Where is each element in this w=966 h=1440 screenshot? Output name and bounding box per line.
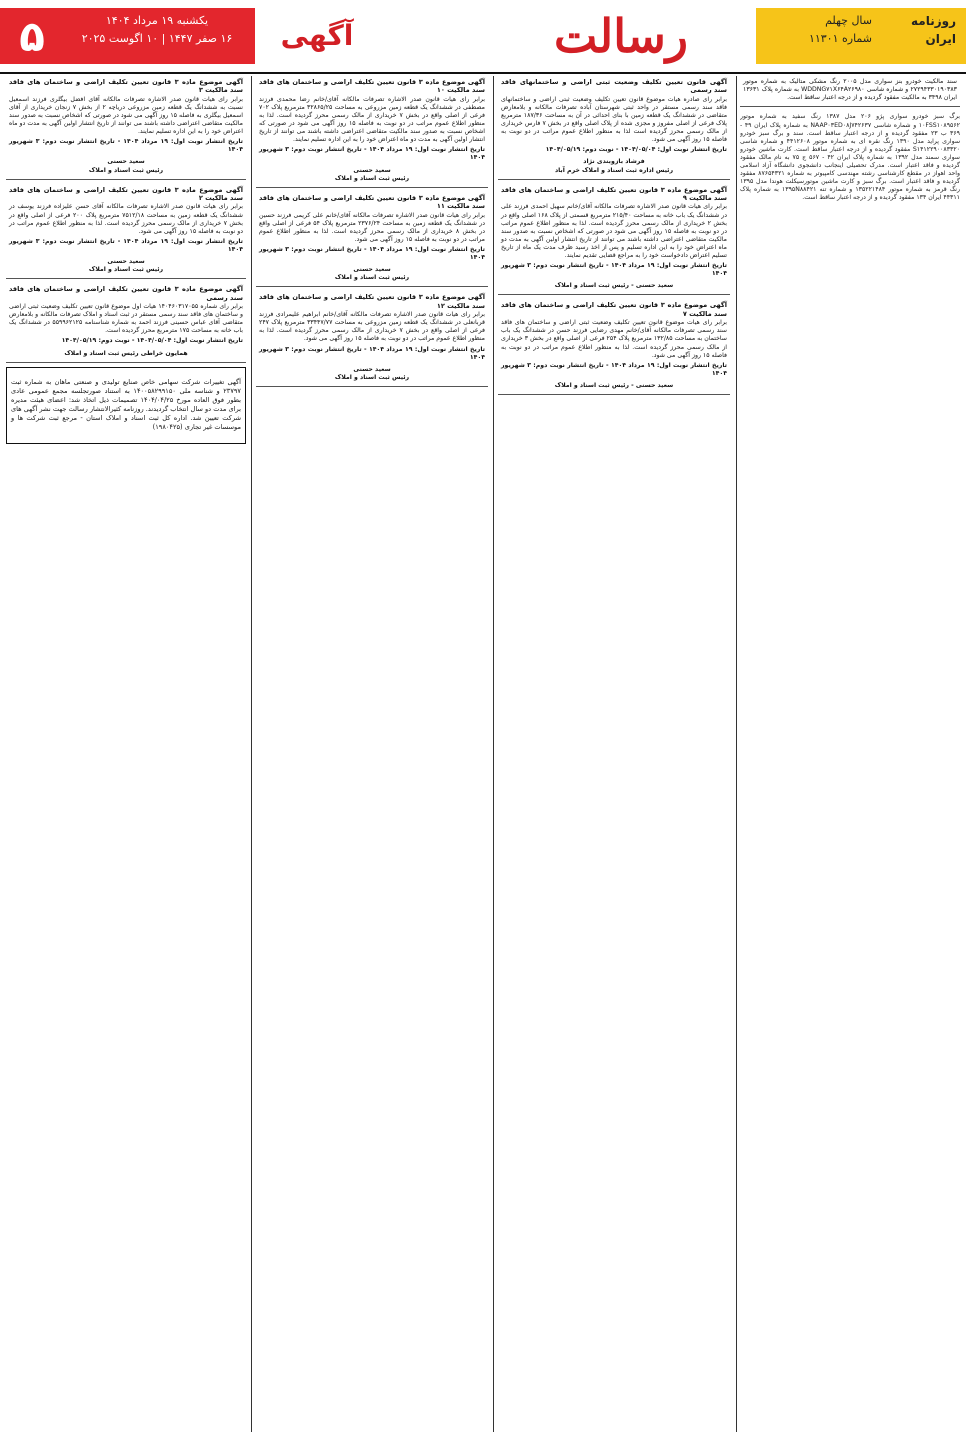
brand-label: روزنامه <box>911 14 956 28</box>
issue-info <box>762 12 872 48</box>
notice-heading: آگهی موضوع ماده ۳ قانون تعیین تکلیف اراضی و ساختمان های فاقد سند مالکیت ۱۲ <box>259 293 485 310</box>
notice-signatory-title: رئیس اداره ثبت اسناد و املاک خرم آباد <box>554 166 674 174</box>
notice-body: برابر رای هیات قانون صدر الاشاره تصرفات مالکانه آقای/خانم علی کریمی فرزند حسین در ششدانگ یک قطعه زمین به مساحت ۲۳۷۶/۲۴ مترمربع پلاک ۵۴ فرعی از اصلی واقع در بخش ۸ خریداری از مالک رسمی محرز گردیده است. لذا به منظور اطلاع عموم مراتب در دو نوبت به فاصله ۱۵ روز آگهی می شود. <box>259 211 485 243</box>
date-line-2: ۱۶ صفر ۱۴۴۷ | ۱۰ اگوست ۲۰۲۵ <box>81 32 233 45</box>
column-divider <box>736 76 737 1432</box>
ad-text: سند مالکیت خودرو بنز سواری مدل ۲۰۰۵ رنگ مشکی متالیک به شماره موتور ۲۷۲۹۴۳۳۰۱۹۰۳۸۳ و شماره شاسی WDDNG۷۱X۶۴A۲۶۹۸۰ به شماره پلاک ۱۳۶۳۱ ایران ۳۴۹۸ به مالکیت مفقود گردیده و از درجه اعتبار ساقط است. <box>743 78 957 102</box>
notice-dates: تاریخ انتشار نوبت اول: ۱۹ مرداد ۱۴۰۴ - تاریخ انتشار نوبت دوم: ۳ شهریور ۱۴۰۴ <box>259 345 486 361</box>
notice-dates: تاریخ انتشار نوبت اول: ۱۹ مرداد ۱۴۰۴ - تاریخ انتشار نوبت دوم: ۳ شهریور ۱۴۰۴ <box>259 245 486 262</box>
column-notices-4 <box>6 76 246 1432</box>
notice-dates: تاریخ انتشار نوبت اول: ۱۹ مرداد ۱۴۰۴ - تاریخ انتشار نوبت دوم: ۳ شهریور ۱۴۰۴ <box>501 262 728 278</box>
legal-notice <box>498 299 730 395</box>
notice-dates: تاریخ انتشار نوبت اول: ۱۹ مرداد ۱۴۰۴ - تاریخ انتشار نوبت دوم: ۳ شهریور ۱۴۰۴ <box>9 138 243 154</box>
legal-notice <box>256 192 488 288</box>
notice-body: برابر رای هیات موضوع قانون تعیین تکلیف وضعیت ثبتی اراضی و ساختمان های فاقد سند رسمی تصرفات مالکانه آقای/خانم مهدی رضایی فرزند حسن در ششدانگ یک باب ساختمان به مساحت ۱۳۲/۸۵ مترمربع پلاک ۲۵۴ فرعی از اصلی واقع در بخش ۳ خریداری از مالک رسمی محرز گردیده است. لذا به منظور اطلاع عموم مراتب در دو نوبت به فاصله ۱۵ روز آگهی می شود. <box>501 319 727 359</box>
notice-body: برابر رای هیات قانون صدر الاشاره تصرفات مالکانه آقای/خانم رضا محمدی فرزند مصطفی در ششدانگ یک قطعه زمین مزروعی به مساحت ۳۲۸۶۵/۲۵ مترمربع پلاک ۷۰۲ فرعی از اصلی واقع در بخش ۷ خریداری از مالک رسمی محرز گردیده است. لذا به منظور اطلاع عموم مراتب در دو نوبت به فاصله ۱۵ روز آگهی می شود در صورتی که اشخاص نسبت به صدور سند مالکیت متقاضی اعتراضی داشته باشند می توانند از تاریخ انتشار اولین آگهی به مدت دو ماه اعتراض خود را به این اداره تسلیم نمایند. <box>259 95 485 144</box>
issue-number: شماره ۱۱۳۰۱ <box>808 32 872 45</box>
issue-year: سال چهلم <box>825 14 872 27</box>
page-number: ۵ <box>19 11 45 61</box>
column-divider <box>251 76 252 1432</box>
notice-heading: آگهی موضوع ماده ۳ قانون تعیین تکلیف اراضی و ساختمان های فاقد سند مالکیت ۱۱ <box>259 193 485 211</box>
notice-signatory: همایون خراطی رئیس ثبت اسناد و املاک <box>64 349 188 357</box>
masthead <box>0 0 966 74</box>
notice-signatory: سعید حسنی <box>107 158 145 166</box>
masthead-dates <box>64 12 250 48</box>
classified-lost-documents <box>740 113 960 202</box>
notice-signatory-title: رئیس ثبت اسناد و املاک <box>334 373 410 381</box>
notice-dates: تاریخ انتشار نوبت اول: ۱۴۰۴/۰۵/۰۴ - نوبت دوم: ۱۴۰۴/۰۵/۱۹ <box>545 146 727 154</box>
company-change-notice-box <box>6 367 246 444</box>
notice-signatory: سعید حسنی <box>353 166 391 174</box>
notice-signatory: سعید حسنی - رئیس ثبت اسناد و املاک <box>554 282 674 290</box>
notice-signatory: سعید حسنی <box>353 365 391 373</box>
notice-heading: آگهی موضوع ماده ۳ قانون تعیین تکلیف اراضی و ساختمان های فاقد سند مالکیت ۱۰ <box>259 78 485 95</box>
notice-body: برابر رای هیات قانون صدر الاشاره تصرفات مالکانه آقای/خانم ابراهیم علیمرادی فرزند قربانعلی در ششدانگ یک قطعه زمین مزروعی به مساحت ۳۳۴۴۷/۷۷ مترمربع پلاک ۲۴۷ فرعی از اصلی واقع در بخش ۷ خریداری از مالک رسمی محرز گردیده است. لذا به منظور اطلاع عموم مراتب در دو نوبت به فاصله ۱۵ روز آگهی می شود. <box>259 311 485 343</box>
notice-dates: تاریخ انتشار نوبت اول: ۱۹ مرداد ۱۴۰۴ - تاریخ انتشار نوبت دوم: ۳ شهریور ۱۴۰۴ <box>9 237 243 253</box>
logo-text: رسالت <box>554 9 688 63</box>
legal-notice <box>498 184 730 296</box>
legal-notice <box>6 76 246 180</box>
notice-body: برابر رای هیات قانون صدر الاشاره تصرفات مالکانه آقای حسن علیزاده فرزند یوسف در ششدانگ یک قطعه زمین به مساحت ۷۵۱۲/۱۸ مترمربع پلاک ۲۰۰ فرعی از اصلی واقع در بخش ۷ خریداری از مالک رسمی محرز گردیده است. لذا به منظور اطلاع عموم مراتب در دو نوبت به فاصله ۱۵ روز آگهی می شود. <box>9 203 243 235</box>
column-notices-2 <box>498 76 730 1432</box>
column-divider <box>493 76 494 1432</box>
notice-body: برابر رای هیات قانون صدر الاشاره تصرفات مالکانه آقای افضل بیگلری فرزند اسمعیل نسبت به ششدانگ یک قطعه زمین مزروعی دریاچه ۲ از بخش ۷ زنجان خریداری از آقای اسمعیل بیگلری به فاصله ۱۵ روز آگهی می شود در صورتی که اشخاص نسبت به صدور سند مالکیت متقاضی اعتراضی داشته باشند می توانند از تاریخ انتشار اولین آگهی به مدت دو ماه اعتراض خود را به این اداره تسلیم نمایند. <box>9 95 244 136</box>
column-notices-3 <box>256 76 488 1432</box>
notice-dates: تاریخ انتشار نوبت اول: ۱۹ مرداد ۱۴۰۴ - تاریخ انتشار نوبت دوم: ۳ شهریور ۱۴۰۴ <box>501 361 728 377</box>
brand-sub: ایران <box>925 32 956 46</box>
notice-signatory-title: رئیس ثبت اسناد و املاک <box>88 266 164 274</box>
notice-dates: تاریخ انتشار نوبت اول: ۱۹ مرداد ۱۴۰۴ - تاریخ انتشار نوبت دوم: ۳ شهریور ۱۴۰۴ <box>259 146 486 162</box>
classified-ad <box>740 76 960 107</box>
notice-body: برابر رای صادره هیات موضوع قانون تعیین تکلیف وضعیت ثبتی اراضی و ساختمانهای فاقد سند رسمی مستقر در واحد ثبتی شهرستان آباده تصرفات مالکانه و بلامعارض متقاضی در ششدانگ یک قطعه زمین با بنای احداثی در آن به مساحت ۱۸۷/۳۶ مترمربع پلاک فرعی از اصلی مفروز و مجزی شده از پلاک اصلی واقع در بخش ۷ فارس خریداری از مالک رسمی محرز گردیده است لذا به منظور اطلاع عموم مراتب در دو نوبت به فاصله ۱۵ روز آگهی می شود. <box>501 95 728 144</box>
legal-notice <box>498 76 730 180</box>
notice-signatory: سعید حسنی - رئیس ثبت اسناد و املاک <box>554 381 674 389</box>
column-classifieds <box>740 76 960 1432</box>
notice-signatory: فرشاد بازوبندی نژاد <box>583 158 645 166</box>
date-line-1: یکشنبه ۱۹ مرداد ۱۴۰۴ <box>105 14 209 27</box>
ad-text: برگ سبز خودرو سواری پژو ۲۰۶ مدل ۱۳۸۷ رنگ سفید به شماره موتور ۱۰FSS۱۰۸۹۵۶۲ و شماره شاسی NAAP۰۳ED۰۸J۷۴۲۶۳۷ به شماره پلاک ایران ۴۹ - ۳۶۹ ب ۲۳ مفقود گردیده و از درجه اعتبار ساقط است. سند و برگ سبز خودرو سواری پراید مدل ۱۳۹۰ رنگ نقره ای به شماره موتور ۴۴۱۲۶۰۸ و شماره شاسی S۱۴۱۲۲۹۰۰۸۳۳۲۰ مفقود گردیده و از درجه اعتبار ساقط است. کارت ماشین خودرو سواری سمند مدل ۱۳۹۲ به شماره پلاک ایران ۴۲ - ۵۶۷ ج ۷۵ به نام مالک مفقود گردیده و فاقد اعتبار است. مدرک تحصیلی اینجانب دانشجوی دانشگاه آزاد اسلامی واحد اهواز در مقطع کارشناسی رشته مهندسی کامپیوتر به شماره ۸۷۶۵۴۳۲۱ مفقود گردیده و فاقد اعتبار است. برگ سبز و کارت ماشین موتورسیکلت هوندا مدل ۱۳۹۵ رنگ قرمز به شماره موتور ۱۳۵۲۲۱۴۸۴ و شماره تنه ۱۳۹۵N۸۸۴۲۱ به شماره پلاک ۴۴۳۱۱ ایران ۱۳۴ مفقود گردیده و از درجه اعتبار ساقط است. <box>740 113 960 202</box>
notice-heading: آگهی موضوع ماده ۳ قانون تعیین تکلیف اراضی و ساختمان های فاقد سند مالکیت ۹ <box>501 185 727 203</box>
section-title: آگهی <box>280 18 354 52</box>
legal-notice <box>256 76 488 188</box>
notice-heading: آگهی قانون تعیین تکلیف وضعیت ثبتی اراضی و ساختمانهای فاقد سند رسمی <box>501 78 727 95</box>
masthead-brand <box>876 12 956 48</box>
notice-signatory-title: رئیس ثبت اسناد و املاک <box>334 174 410 182</box>
notice-signatory: سعید حسنی <box>353 266 391 274</box>
legal-notice <box>6 283 246 362</box>
legal-notice <box>256 291 488 387</box>
newspaper-logo[interactable] <box>486 6 756 66</box>
notice-heading: آگهی موضوع ماده ۳ قانون تعیین تکلیف اراضی و ساختمان های فاقد سند مالکیت ۳ <box>9 78 243 95</box>
company-change-text: آگهی تغییرات شرکت سهامی خاص صنایع تولیدی و صنعتی ماهان به شماره ثبت ۲۳۷۹۷ و شناسه ملی ۱۴۰۰۵۸۲۹۹۱۵۰ به استناد صورتجلسه مجمع عمومی عادی بطور فوق العاده مورخ ۱۴۰۴/۰۴/۲۵ تصمیمات ذیل اتخاذ شد: اعضای هیئت مدیره برای مدت دو سال انتخاب گردیدند. روزنامه کثیرالانتشار رسالت جهت نشر آگهی های شرکت تعیین شد. اداره کل ثبت اسناد و املاک استان - مرجع ثبت شرکت ها و موسسات غیر تجاری (۱۹۸۰۴۲۵) <box>11 378 241 432</box>
notice-dates: تاریخ انتشار نوبت اول: ۱۴۰۴/۰۵/۰۴ - نوبت دوم: ۱۴۰۴/۰۵/۱۹ <box>61 337 243 345</box>
notice-signatory-title: رئیس ثبت اسناد و املاک <box>334 274 410 282</box>
notice-heading: آگهی موضوع ماده ۳ قانون تعیین تکلیف اراضی و ساختمان های فاقد سند مالکیت ۷ <box>501 301 727 318</box>
legal-notice <box>6 184 246 280</box>
notice-signatory: سعید حسنی <box>107 258 145 266</box>
notice-heading: آگهی موضوع ماده ۳ قانون تعیین تکلیف اراضی و ساختمان های فاقد سند رسمی <box>9 285 243 302</box>
notice-body: برابر رای شماره ۱۴۰۴۶۰۳۱۷۰۵۵ هیات اول موضوع قانون تعیین تکلیف وضعیت ثبتی اراضی و ساختمان های فاقد سند رسمی مستقر در ثبت اسناد و املاک تصرفات مالکانه و بلامعارض متقاضی آقای عباس حسینی فرزند احمد به شماره شناسنامه ۵۵۹۹۶۲۱۲۵ در ششدانگ یک باب خانه به مساحت ۱۷۵ مترمربع محرز گردیده است. <box>9 303 243 335</box>
notice-signatory-title: رئیس ثبت اسناد و املاک <box>88 166 164 174</box>
notice-heading: آگهی موضوع ماده ۳ قانون تعیین تکلیف اراضی و ساختمان های فاقد سند مالکیت ۲ <box>9 185 243 203</box>
notice-body: برابر رای هیات قانون صدر الاشاره تصرفات مالکانه آقای/خانم سهیل احمدی فرزند علی در ششدانگ یک باب خانه به مساحت ۲۱۵/۴۰ مترمربع قسمتی از پلاک ۱۶۸ اصلی واقع در بخش ۲ خریداری از مالک رسمی محرز گردیده است. لذا به منظور اطلاع عموم مراتب در دو نوبت به فاصله ۱۵ روز آگهی می شود در صورتی که اشخاص نسبت به صدور سند مالکیت متقاضی اعتراضی داشته باشند می توانند از تاریخ انتشار اولین آگهی به مدت دو ماه اعتراض خود را به این اداره تسلیم و پس از اخذ رسید ظرف مدت یک ماه از تاریخ تسلیم اعتراض دادخواست خود را به مراجع قضایی تقدیم نمایند. <box>501 203 727 260</box>
